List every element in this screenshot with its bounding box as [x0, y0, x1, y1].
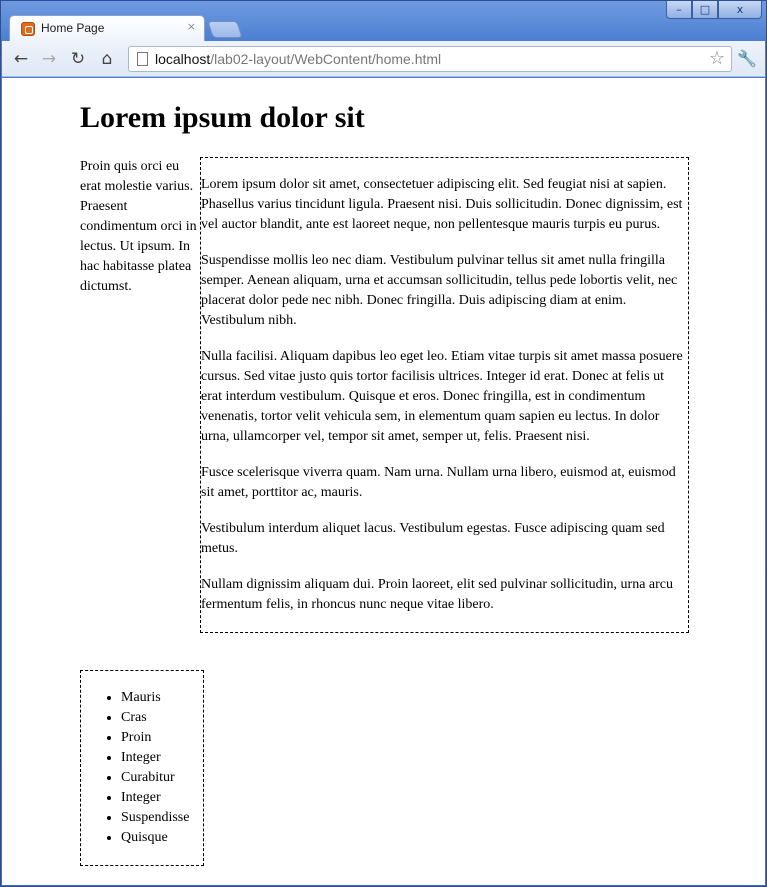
home-icon[interactable]: ⌂	[101, 49, 113, 69]
reload-icon[interactable]: ↻	[70, 49, 86, 69]
main-content	[200, 157, 689, 633]
content-paragraph: Suspendisse mollis leo nec diam. Vestibulum pulvinar tellus sit amet nulla fringilla semper. Aenean aliquam, urna et accumsan sollicitudin, tellus pede lobortis velit, nec placerat dolor pede nec nibh. Donec fringilla. Duis adipiscing diam at enim. Vestibulum nibh.	[201, 253, 678, 328]
tab-home-page[interactable]	[9, 15, 205, 42]
list-item: • Suspendisse	[121, 808, 203, 828]
star-icon[interactable]: ☆	[708, 48, 725, 69]
minimize-button[interactable]: –	[666, 1, 692, 19]
list-item: • Mauris	[121, 688, 203, 708]
window-controls	[666, 1, 762, 19]
tab-close-icon[interactable]: ×	[186, 20, 196, 33]
list-item: • Integer	[121, 748, 203, 768]
list-item: • Curabitur	[121, 768, 203, 788]
url-text[interactable]	[155, 51, 441, 67]
url-path: /lab02-layout/WebContent/home.html	[210, 51, 442, 67]
browser-toolbar	[2, 41, 765, 77]
nav-list	[80, 670, 204, 866]
content-paragraph: Vestibulum interdum aliquet lacus. Vestibulum egestas. Fusce adipiscing quam sed metus.	[201, 521, 665, 556]
bullet-list	[81, 688, 203, 848]
page-title: Lorem ipsum dolor sit	[80, 101, 365, 134]
content-paragraph: Lorem ipsum dolor sit amet, consectetuer adipiscing elit. Sed feugiat nisi at sapien. Phasellus varius tincidunt ligula. Praesent nisi. Duis sollicitudin. Donec dignissim, est vel auctor blandit, ante est laoreet neque, non pellentesque mauris turpis eu purus.	[201, 177, 683, 232]
forward-arrow-icon[interactable]: →	[41, 49, 57, 69]
close-window-button[interactable]: x	[718, 1, 762, 19]
new-tab-button[interactable]	[207, 21, 243, 38]
page-icon	[137, 52, 148, 66]
wrench-icon[interactable]: 🔧	[737, 49, 757, 68]
list-item: • Proin	[121, 728, 203, 748]
url-host: localhost	[155, 51, 211, 67]
xampp-favicon-icon	[21, 22, 35, 36]
content-paragraph: Nulla facilisi. Aliquam dapibus leo eget leo. Etiam vitae turpis sit amet massa posuere cursus. Sed vitae justo quis tortor facilisis ultrices. Integer id erat. Donec at felis ut erat interdum vestibulum. Quisque et eros. Donec fringilla, est in condimentum venenatis, tortor velit vehicula sem, in elementum quam sapien eu lectus. In dolor urna, ullamcorper vel, tempor sit amet, semper ut, felis. Praesent nisi.	[201, 349, 683, 444]
list-item: • Quisque	[121, 828, 203, 848]
content-paragraph: Fusce scelerisque viverra quam. Nam urna. Nullam urna libero, euismod at, euismod sit amet, porttitor ac, mauris.	[201, 465, 676, 500]
list-item: • Integer	[121, 788, 203, 808]
address-bar[interactable]	[128, 46, 732, 72]
tab-strip	[1, 1, 766, 41]
tab-title: Home Page	[41, 21, 105, 35]
sidebar: Proin quis orci eu erat molestie varius. Praesent condimentum orci in lectus. Ut ipsum. In hac habitasse platea dictumst.	[80, 159, 197, 294]
list-item: • Cras	[121, 708, 203, 728]
content-paragraph: Nullam dignissim aliquam dui. Proin laoreet, elit sed pulvinar sollicitudin, urna arcu fermentum felis, in rhoncus nunc neque vitae libero.	[201, 577, 674, 612]
maximize-button[interactable]: □	[692, 1, 718, 19]
back-arrow-icon[interactable]: ←	[13, 49, 29, 69]
page-viewport	[2, 78, 765, 885]
